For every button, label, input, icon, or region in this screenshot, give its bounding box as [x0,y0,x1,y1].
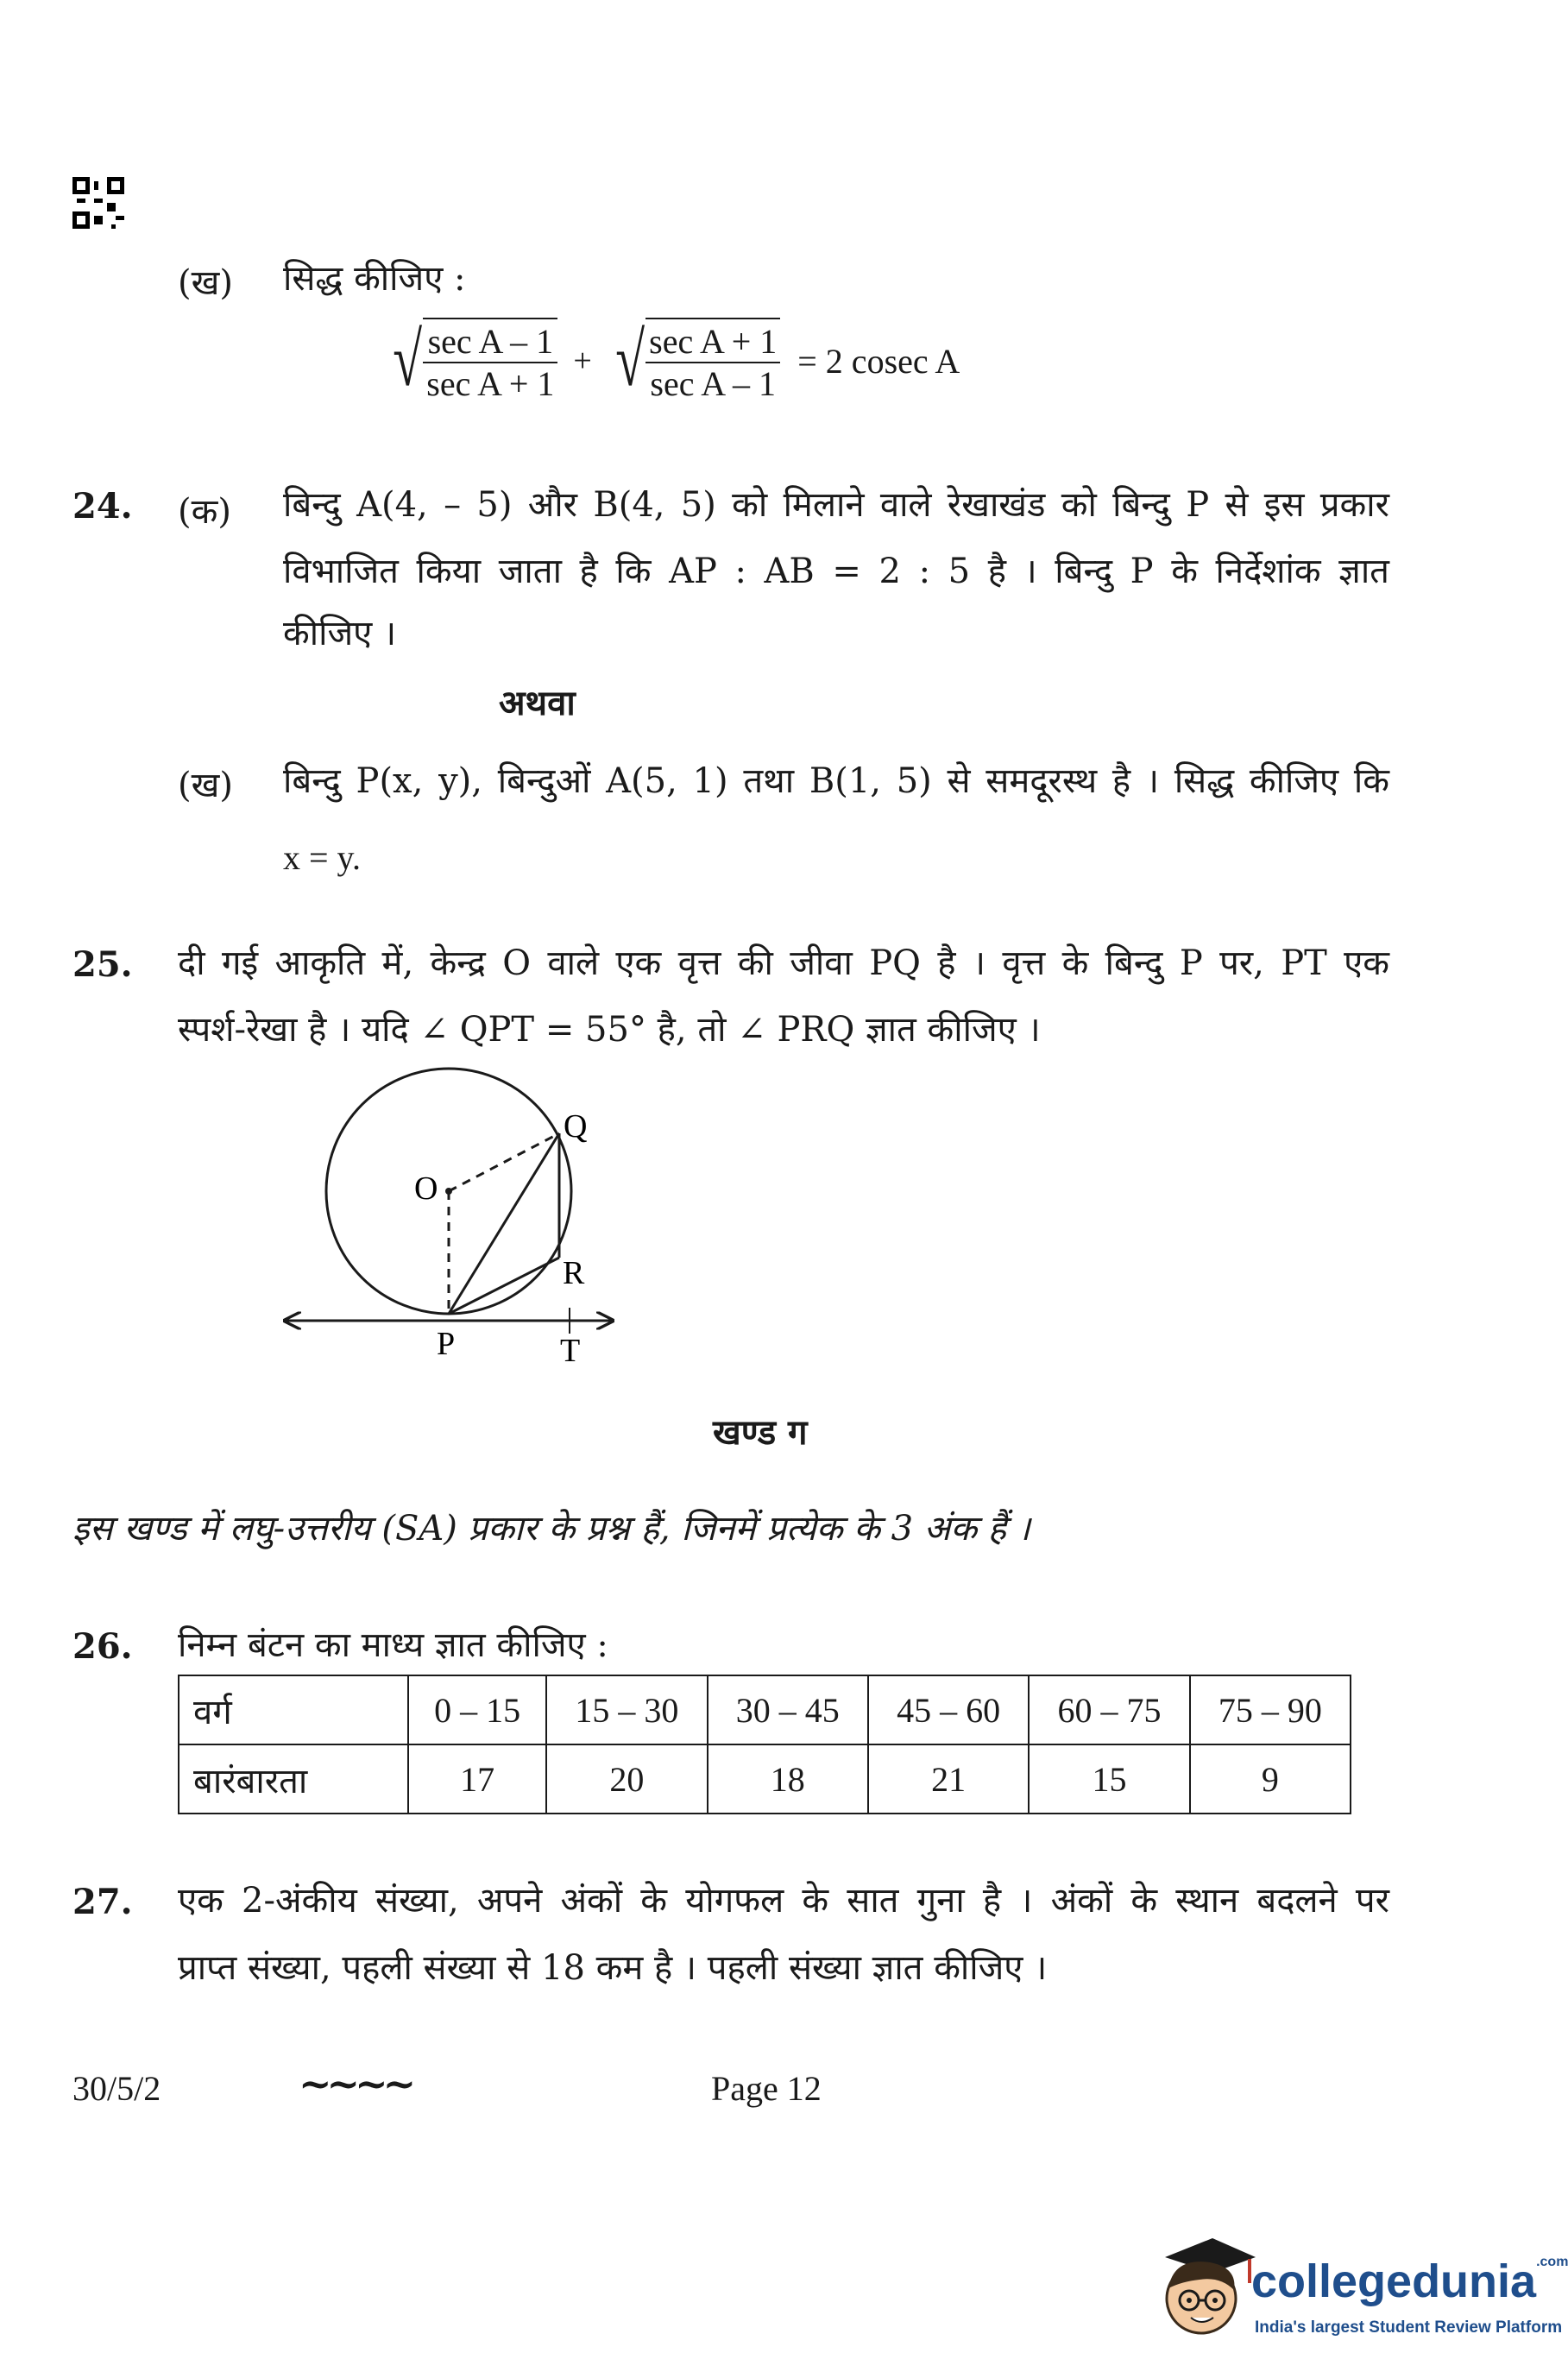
or-separator: अथवा [499,683,576,723]
class-cell: 75 – 90 [1190,1675,1351,1744]
frac1-numerator: sec A – 1 [423,321,557,363]
q23b-equation [387,318,960,404]
freq-cell: 15 [1029,1744,1189,1814]
q24a-line1: बिन्दु A(4, – 5) और B(4, 5) को मिलाने वाले रेखाखंड को बिन्दु P से इस प्रकार [283,485,1389,525]
q25-line1: दी गई आकृति में, केन्द्र O वाले एक वृत्त की जीवा PQ है । वृत्त के बिन्दु P पर, PT एक [178,943,1389,983]
q24a-line3: कीजिए । [283,614,397,653]
distribution-table [178,1675,1351,1814]
label-r: R [563,1255,585,1291]
page-number: Page 12 [711,2069,822,2108]
class-cell: 60 – 75 [1029,1675,1189,1744]
frac1-denominator: sec A + 1 [426,364,555,403]
table-row [179,1675,1351,1744]
paper-code: 30/5/2 [72,2069,161,2108]
row-head-class: वर्ग [179,1675,408,1744]
q27-line1: एक 2-अंकीय संख्या, अपने अंकों के योगफल के सात गुना है । अंकों के स्थान बदलने पर [178,1881,1389,1921]
sqrt-term-1: √ $\frac{\text{sec A – 1}}{\text{sec A + 1}}$ [387,318,557,404]
row-head-frequency: बारंबारता [179,1744,408,1814]
q25-number: 25. [72,944,133,985]
freq-cell: 17 [408,1744,546,1814]
label-o: O [414,1170,438,1207]
frac2-denominator: sec A – 1 [650,364,776,403]
q26-number: 26. [72,1626,133,1667]
freq-cell: 18 [708,1744,868,1814]
q27-line2: प्राप्त संख्या, पहली संख्या से 18 कम है । पहली संख्या ज्ञात कीजिए । [178,1948,1048,1988]
class-cell: 45 – 60 [868,1675,1029,1744]
q24a-label: (क) [178,492,231,532]
qr-code-icon [72,177,124,229]
section-instruction: इस खण्ड में लघु-उत्तरीय (SA) प्रकार के प्रश्न हैं, जिनमें प्रत्येक के 3 अंक हैं । [72,1509,1030,1549]
q23b-label: (ख) [178,263,233,303]
q24b-line2: x = y. [283,838,361,877]
sqrt-term-2: √ $\frac{\text{sec A + 1}}{\text{sec A – 1}}$ [609,318,780,404]
brand-name: collegedunia [1251,2255,1537,2307]
brand-suffix: .com [1536,2255,1568,2269]
brand-tagline: India's largest Student Review Platform [1255,2318,1563,2337]
class-cell: 0 – 15 [408,1675,546,1744]
label-p: P [437,1326,456,1362]
frac2-numerator: sec A + 1 [645,321,780,363]
section-title: खण्ड ग [713,1412,808,1453]
freq-cell: 21 [868,1744,1029,1814]
q27-number: 27. [72,1882,133,1922]
q24b-line1: बिन्दु P(x, y), बिन्दुओं A(5, 1) तथा B(1, 5) से समदूरस्थ है । सिद्ध कीजिए कि [283,761,1389,801]
freq-cell: 9 [1190,1744,1351,1814]
student-mascot-icon [1148,2231,1260,2348]
plus-sign: + [573,343,592,379]
equation-rhs: = 2 cosec A [797,341,960,381]
q24a-line2: विभाजित किया जाता है कि AP : AB = 2 : 5 है । बिन्दु P के निर्देशांक ज्ञात [283,552,1389,591]
freq-cell: 20 [546,1744,707,1814]
class-cell: 15 – 30 [546,1675,707,1744]
table-row [179,1744,1351,1814]
squiggle-mark: ~~~~ [299,2060,412,2107]
q24-number: 24. [72,486,133,527]
circle-tangent-figure [276,1040,639,1368]
class-cell: 30 – 45 [708,1675,868,1744]
brand-logo-text [1251,2255,1568,2308]
q26-text: निम्न बंटन का माध्य ज्ञात कीजिए : [178,1625,608,1665]
center-point [445,1188,452,1195]
label-q: Q [564,1108,588,1145]
q24b-label: (ख) [178,766,233,805]
q25-line2: स्पर्श-रेखा है । यदि ∠ QPT = 55° है, तो ∠ PRQ ज्ञात कीजिए । [178,1010,1041,1050]
label-t: T [560,1333,581,1369]
q23b-intro: सिद्ध कीजिए : [283,259,466,299]
